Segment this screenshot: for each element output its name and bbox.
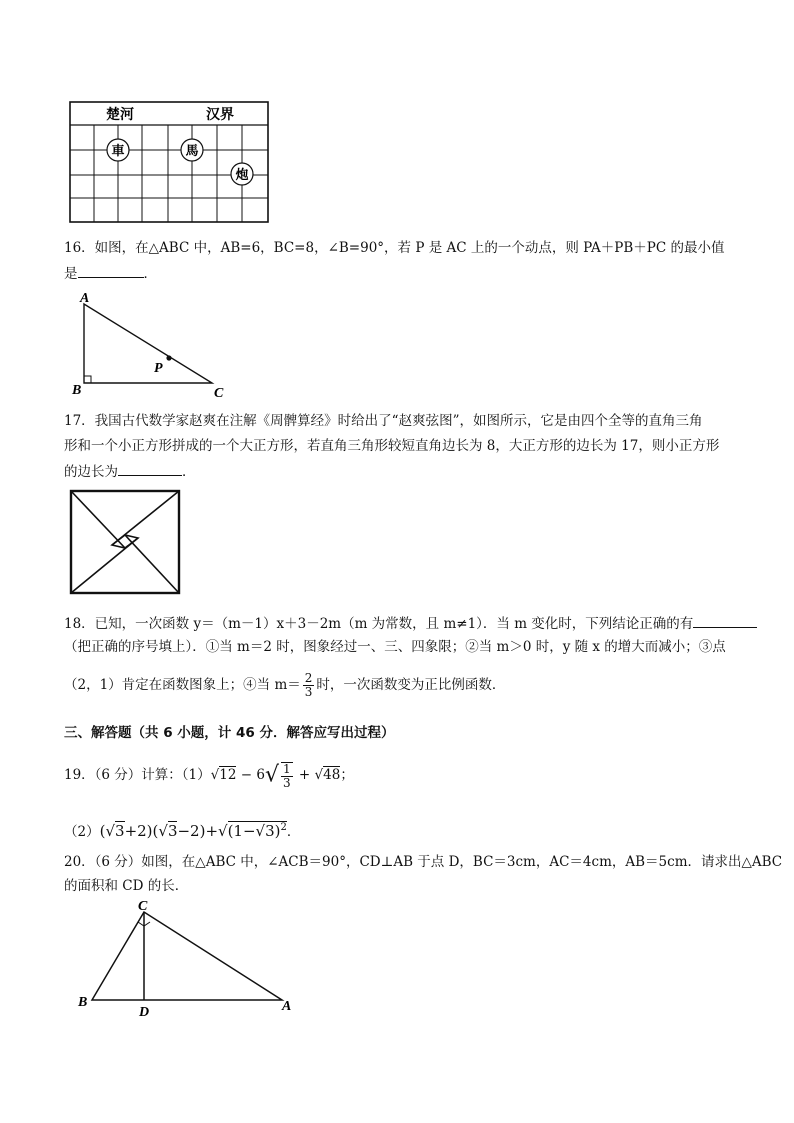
q20-triangle-figure [68,900,302,1020]
q16-label-c: C [214,386,224,400]
q17-line3-suffix: ． [182,464,196,480]
q19-part2-expression: $(√3+2)(√3-2)+√(1-√3)^2$ [99,822,287,840]
chess-river-label-left: 楚河 [106,107,134,123]
q20-line1: 20．（6 分）如图，在△ABC 中，∠ACB＝90°，CD⊥AB 于点 D，BC＝3cm，AC＝4cm，AB＝5cm．请求出△ABC [64,854,783,870]
q20-line2: 的面积和 CD 的长． [64,878,189,894]
q17-line3 [64,460,196,482]
q18-line1 [64,612,757,634]
section3-heading: 三、解答题（共 6 小题，计 46 分．解答应写出过程） [64,725,395,741]
q17-line2: 形和一个小正方形拼成的一个大正方形，若直角三角形较短直角边长为 8，大正方形的边长为 17，则小正方形 [64,438,720,454]
q16-answer-blank [78,262,144,278]
q19-one-third [281,762,293,790]
q19-plus: + [294,767,315,783]
q18-fraction-numerator: 2 [304,671,313,685]
q17-answer-blank [118,460,182,476]
q20-label-c: C [138,900,148,914]
q16-line2-prefix: 是 [64,266,78,282]
q19-part1 [64,760,354,791]
q19-one-third-den: 3 [282,775,291,790]
q16-triangle-figure [68,288,238,400]
q19-sqrt-48-radicand: 48 [323,767,341,783]
q17-line1: 17．我国古代数学家赵爽在注解《周髀算经》时给出了“赵爽弦图”，如图所示，它是由四个全等的直角三角 [64,413,703,429]
q16-label-a: A [80,291,90,306]
q17-line3-prefix: 的边长为 [64,464,118,480]
chess-piece-horse-label: 馬 [185,144,199,159]
q20-label-b: B [78,995,88,1010]
q19-prefix: 19．（6 分）计算：（1） [64,767,211,783]
q16-label-b: B [72,383,82,398]
q19-part2-end: ． [286,824,301,840]
q17-zhao-shuang-diagram [68,488,184,596]
q18-fraction-denominator: 3 [304,685,313,699]
chess-piece-cannon-label: 炮 [235,168,249,183]
q20-label-a: A [282,999,292,1014]
q18-fraction [303,672,315,699]
q19-sqrt-12: √12 [210,767,237,783]
q19-sqrt-48: √48 [314,767,341,783]
q16-label-p: P [154,361,163,376]
q18-line3 [64,670,505,700]
q19-one-third-num: 1 [282,761,291,776]
q16-line2 [64,262,157,284]
q19-sqrt-12-radicand: 12 [219,767,237,783]
q19-part1-end: ； [340,767,354,783]
q19-part2-prefix: （2） [64,824,100,840]
q18-line2: （把正确的序号填上）．①当 m＝2 时，图象经过一、三、四象限；②当 m＞0 时，y 随 x 的增大而减小；③点 [64,639,726,655]
q16-line1: 16．如图，在△ABC 中，AB=6，BC=8，∠B=90°，若 P 是 AC 上的一个动点，则 PA＋PB＋PC 的最小值 [64,240,725,256]
q20-label-d: D [139,1005,150,1020]
chess-board-figure [68,100,270,224]
chess-piece-chariot-label: 車 [111,144,125,159]
q19-part2 [64,815,300,845]
q18-answer-blank [693,612,757,628]
q16-line2-suffix: ． [143,266,157,282]
q16-point-p [166,355,171,360]
q19-minus-six: − 6 [236,767,265,783]
q19-sqrt-one-third: √ $\frac{1}{3}$ [264,761,291,790]
q18-line3-prefix: （2，1）肯定在函数图象上；④当 m＝ [64,677,301,693]
q18-line1-text: 18．已知，一次函数 y＝（m－1）x＋3－2m（m 为常数，且 m≠1）．当 m 变化时，下列结论正确的有 [64,616,694,632]
q18-line3-suffix: 时，一次函数变为正比例函数． [316,677,506,693]
chess-river-label-right: 汉界 [206,107,234,123]
